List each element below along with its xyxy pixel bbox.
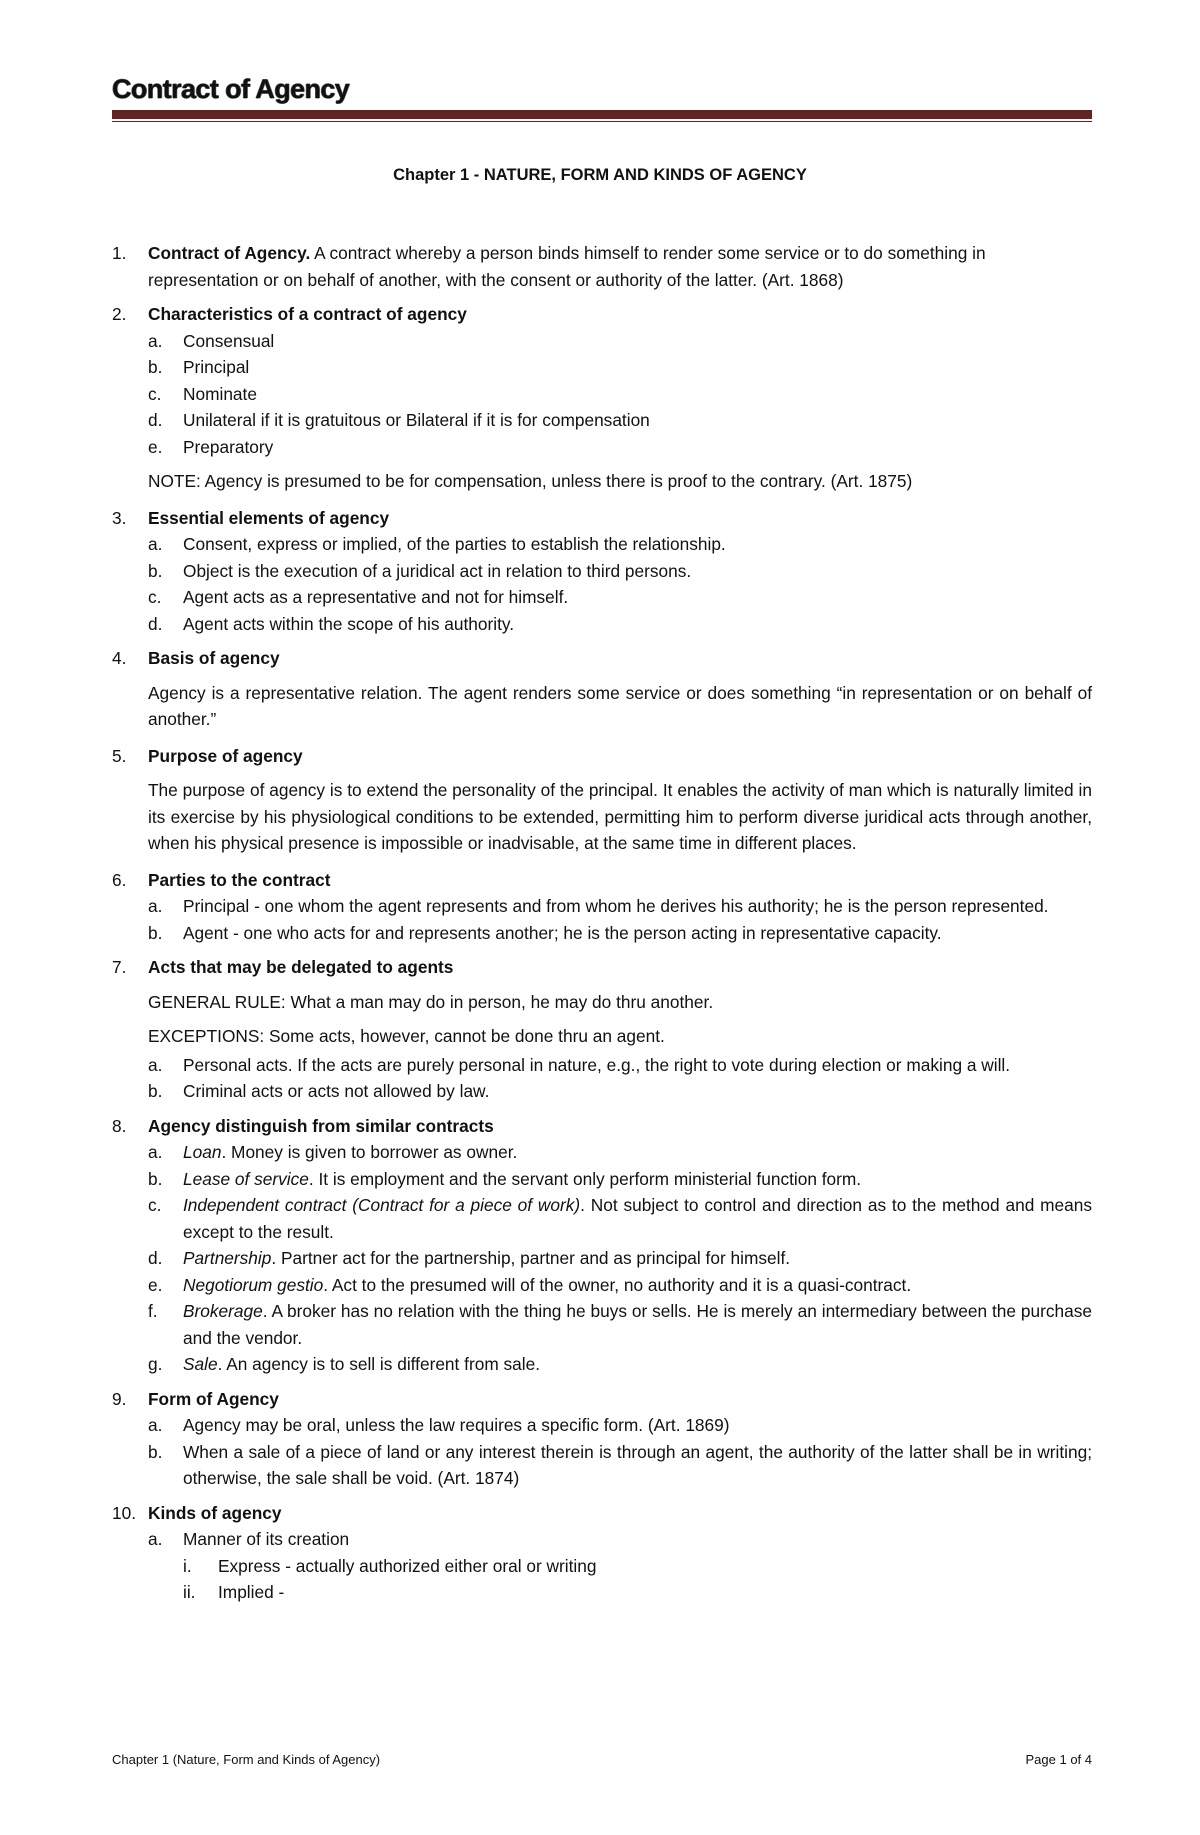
sub-item-term: Brokerage bbox=[183, 1301, 263, 1321]
sub-item-body bbox=[183, 354, 1092, 381]
sub-item-body bbox=[183, 1272, 1092, 1299]
sub-item bbox=[148, 1052, 1092, 1079]
sub-item bbox=[148, 1245, 1092, 1272]
item-body bbox=[148, 301, 1092, 497]
sub-item-letter: g. bbox=[148, 1354, 163, 1374]
sub-item bbox=[148, 328, 1092, 355]
sub-item-body bbox=[183, 1439, 1092, 1492]
item-body bbox=[148, 1113, 1092, 1378]
sub-item-letter: f. bbox=[148, 1301, 158, 1321]
sub-item-text: Agent acts within the scope of his authority. bbox=[183, 613, 515, 634]
sub-item-body bbox=[183, 1139, 1092, 1166]
list-item bbox=[112, 301, 1092, 497]
item-heading-line bbox=[148, 1113, 1092, 1140]
sub-item bbox=[148, 1351, 1092, 1378]
item-heading-line bbox=[148, 240, 1092, 293]
sub-item-body bbox=[183, 893, 1092, 920]
sub-item bbox=[148, 611, 1092, 638]
sub-item-body bbox=[183, 1526, 1092, 1553]
footer-chapter-label: Chapter 1 (Nature, Form and Kinds of Agency) bbox=[112, 1752, 381, 1767]
item-number: 2. bbox=[112, 304, 127, 324]
sub-item-letter: a. bbox=[148, 1415, 163, 1435]
sub-item bbox=[148, 893, 1092, 920]
list-item-row bbox=[112, 1386, 1092, 1492]
item-title: Form of Agency bbox=[148, 1388, 279, 1409]
sub-item bbox=[148, 584, 1092, 611]
sub-item-text: Agent - one who acts for and represents another; he is the person acting in representative capacity. bbox=[183, 922, 942, 943]
sub-item bbox=[148, 1139, 1092, 1166]
list-item-row bbox=[112, 505, 1092, 638]
exceptions-text: EXCEPTIONS: Some acts, however, cannot be done thru an agent. bbox=[148, 1026, 665, 1046]
sub-item-body bbox=[183, 1245, 1092, 1272]
sub-sub-item-text: Express - actually authorized either oral or writing bbox=[218, 1555, 597, 1576]
item-number: 7. bbox=[112, 957, 127, 977]
list-item-row bbox=[112, 743, 1092, 859]
sub-item-text: Consensual bbox=[183, 330, 275, 351]
sub-item-body bbox=[183, 1078, 1092, 1105]
sub-item-body bbox=[183, 584, 1092, 611]
item-body bbox=[148, 743, 1092, 859]
sub-item-body bbox=[183, 434, 1092, 461]
sub-item-text: Manner of its creation bbox=[183, 1529, 350, 1549]
item-text: A contract whereby a person binds himself to render some service or to do something in representation or on behalf of another, with the consent or authority of the latter. (Art. 1868) bbox=[148, 243, 986, 290]
sub-item-letter: a. bbox=[148, 534, 163, 554]
sub-item bbox=[148, 1298, 1092, 1351]
header-rule-thin bbox=[112, 121, 1092, 122]
sub-item-body bbox=[183, 1298, 1092, 1351]
sub-item-text: Preparatory bbox=[183, 436, 274, 457]
footer-page-number: Page 1 of 4 bbox=[1025, 1752, 1092, 1767]
list-item bbox=[112, 505, 1092, 638]
sub-item-letter: e. bbox=[148, 436, 163, 457]
item-number: 8. bbox=[112, 1115, 127, 1136]
item-body bbox=[148, 1500, 1092, 1606]
sub-item-body bbox=[183, 1351, 1092, 1378]
item-title: Characteristics of a contract of agency bbox=[148, 304, 467, 324]
sub-item-text: . A broker has no relation with the thing he buys or sells. He is merely an intermediary between the purchase and the vendor. bbox=[183, 1301, 1092, 1348]
list-item bbox=[112, 1113, 1092, 1378]
list-item-row bbox=[112, 240, 1092, 293]
list-item-row bbox=[112, 1500, 1092, 1606]
sub-item bbox=[148, 558, 1092, 585]
document-header-title: Contract of Agency bbox=[112, 74, 350, 104]
sub-item bbox=[148, 1078, 1092, 1105]
sub-item-text: Personal acts. If the acts are purely personal in nature, e.g., the right to vote during election or making a will. bbox=[183, 1054, 1011, 1075]
sub-item-letter: d. bbox=[148, 410, 163, 430]
sub-item-letter: b. bbox=[148, 357, 163, 377]
item-body bbox=[148, 645, 1092, 735]
sub-item-text: Principal - one whom the agent represents and from whom he derives his authority; he is the person represented. bbox=[183, 896, 1049, 916]
item-title: Basis of agency bbox=[148, 648, 280, 668]
sub-item-term: Lease of service bbox=[183, 1168, 309, 1189]
item-paragraph: Agency is a representative relation. The agent renders some service or does something “in representation or on behalf of another.” bbox=[148, 682, 1092, 729]
sub-item-letter: e. bbox=[148, 1274, 163, 1295]
list-item bbox=[112, 240, 1092, 293]
sub-item bbox=[148, 531, 1092, 558]
sub-item-letter: a. bbox=[148, 1142, 163, 1162]
sub-item bbox=[148, 381, 1092, 408]
sub-item-term: Independent contract (Contract for a piece of work) bbox=[183, 1195, 581, 1215]
list-item bbox=[112, 1500, 1092, 1606]
sub-item-body bbox=[183, 407, 1092, 434]
sub-item-term: Negotiorum gestio bbox=[183, 1274, 324, 1295]
item-heading-line bbox=[148, 645, 1092, 672]
sub-item-text: . Partner act for the partnership, partner and as principal for himself. bbox=[271, 1248, 791, 1268]
item-title: Acts that may be delegated to agents bbox=[148, 957, 454, 977]
item-body bbox=[148, 240, 1092, 293]
list-item-row bbox=[112, 301, 1092, 497]
sub-item bbox=[148, 407, 1092, 434]
sub-item-text: Agent acts as a representative and not for himself. bbox=[183, 587, 569, 607]
sub-item-body bbox=[183, 1412, 1092, 1439]
item-heading-line bbox=[148, 867, 1092, 894]
sub-sub-item bbox=[148, 1579, 1092, 1606]
sub-item bbox=[148, 1412, 1092, 1439]
item-title: Agency distinguish from similar contracts bbox=[148, 1115, 494, 1136]
sub-item-text: Criminal acts or acts not allowed by law. bbox=[183, 1081, 490, 1101]
item-heading-line bbox=[148, 301, 1092, 328]
item-number: 9. bbox=[112, 1388, 127, 1409]
sub-item bbox=[148, 354, 1092, 381]
item-number: 6. bbox=[112, 869, 127, 890]
sub-item-letter: d. bbox=[148, 613, 163, 634]
item-title: Parties to the contract bbox=[148, 869, 331, 890]
sub-item bbox=[148, 1192, 1092, 1245]
item-title: Contract of Agency. bbox=[148, 243, 311, 263]
item-number: 1. bbox=[112, 243, 127, 263]
item-title: Essential elements of agency bbox=[148, 507, 390, 528]
sub-item-letter: b. bbox=[148, 560, 163, 581]
list-item-row bbox=[112, 645, 1092, 735]
item-heading-line bbox=[148, 743, 1092, 770]
item-heading-line bbox=[148, 505, 1092, 532]
chapter-heading: Chapter 1 - NATURE, FORM AND KINDS OF AGENCY bbox=[393, 166, 807, 184]
sub-item-text: . An agency is to sell is different from sale. bbox=[217, 1354, 541, 1374]
sub-item-term: Sale bbox=[183, 1354, 218, 1374]
sub-sub-item-text: Implied - bbox=[218, 1582, 285, 1602]
list-item-row bbox=[112, 1113, 1092, 1378]
sub-item bbox=[148, 1166, 1092, 1193]
sub-item-body bbox=[183, 381, 1092, 408]
list-item bbox=[112, 1386, 1092, 1492]
sub-sub-item-numeral: ii. bbox=[183, 1582, 196, 1602]
sub-item-term: Partnership bbox=[183, 1248, 272, 1268]
item-number: 4. bbox=[112, 648, 127, 668]
item-number: 3. bbox=[112, 507, 127, 528]
sub-item-text: Consent, express or implied, of the parties to establish the relationship. bbox=[183, 534, 726, 554]
item-title: Purpose of agency bbox=[148, 745, 303, 766]
item-body bbox=[148, 505, 1092, 638]
sub-item-text: Unilateral if it is gratuitous or Bilateral if it is for compensation bbox=[183, 410, 650, 430]
list-item-row bbox=[112, 954, 1092, 1105]
sub-item-letter: d. bbox=[148, 1248, 163, 1268]
sub-item-letter: a. bbox=[148, 896, 163, 916]
list-item bbox=[112, 954, 1092, 1105]
sub-item-body bbox=[183, 611, 1092, 638]
sub-sub-item bbox=[148, 1553, 1092, 1580]
sub-item bbox=[148, 1526, 1092, 1553]
item-heading-line bbox=[148, 1500, 1092, 1527]
sub-item-text: . Not subject to control and direction as to the method and means except to the result. bbox=[183, 1195, 1092, 1242]
sub-item-text: When a sale of a piece of land or any interest therein is through an agent, the authority of the latter shall be in writing; otherwise, the sale shall be void. (Art. 1874) bbox=[183, 1441, 1092, 1488]
sub-item-body bbox=[183, 1052, 1092, 1079]
sub-item bbox=[148, 920, 1092, 947]
sub-item-body bbox=[183, 1192, 1092, 1245]
sub-item-text: Object is the execution of a juridical act in relation to third persons. bbox=[183, 560, 692, 581]
list-item bbox=[112, 743, 1092, 859]
sub-item-letter: a. bbox=[148, 1529, 163, 1549]
note-text: NOTE: Agency is presumed to be for compensation, unless there is proof to the contrary. (Art. 1875) bbox=[148, 471, 913, 491]
general-rule-text: GENERAL RULE: What a man may do in person, he may do thru another. bbox=[148, 991, 714, 1012]
list-item-row bbox=[112, 867, 1092, 947]
item-heading-line bbox=[148, 1386, 1092, 1413]
sub-item-letter: b. bbox=[148, 1441, 163, 1462]
sub-item-body bbox=[183, 328, 1092, 355]
document-body bbox=[112, 240, 1092, 1614]
item-heading-line bbox=[148, 954, 1092, 981]
sub-item-term: Loan bbox=[183, 1142, 222, 1162]
sub-item-text: . Act to the presumed will of the owner, no authority and it is a quasi-contract. bbox=[323, 1274, 912, 1295]
sub-item-letter: c. bbox=[148, 1195, 162, 1215]
item-body bbox=[148, 867, 1092, 947]
header-rule bbox=[112, 110, 1092, 119]
sub-item-letter: c. bbox=[148, 383, 162, 404]
sub-item-text: Nominate bbox=[183, 383, 257, 404]
sub-item-letter: a. bbox=[148, 1054, 163, 1075]
item-paragraph: The purpose of agency is to extend the personality of the principal. It enables the activity of man which is naturally limited in its exercise by his physiological conditions to be extended, permitting him to perform diverse juridical acts through another, when his physical presence is impossible or inadvisable, at the same time in different places. bbox=[148, 780, 1092, 853]
sub-sub-item-numeral: i. bbox=[183, 1555, 192, 1576]
sub-item bbox=[148, 1272, 1092, 1299]
sub-item-text: . It is employment and the servant only perform ministerial function form. bbox=[308, 1168, 862, 1189]
item-body bbox=[148, 1386, 1092, 1492]
sub-item-body bbox=[183, 558, 1092, 585]
sub-item-text: Principal bbox=[183, 357, 250, 377]
sub-item-text: . Money is given to borrower as owner. bbox=[221, 1142, 518, 1162]
sub-item-letter: b. bbox=[148, 1081, 163, 1101]
sub-item-body bbox=[183, 1166, 1092, 1193]
list-item bbox=[112, 867, 1092, 947]
sub-item-letter: a. bbox=[148, 330, 163, 351]
sub-item-letter: b. bbox=[148, 1168, 163, 1189]
sub-item-letter: b. bbox=[148, 922, 163, 943]
sub-item-body bbox=[183, 531, 1092, 558]
sub-item bbox=[148, 434, 1092, 461]
sub-item bbox=[148, 1439, 1092, 1492]
item-number: 5. bbox=[112, 745, 127, 766]
item-title: Kinds of agency bbox=[148, 1502, 282, 1523]
sub-item-letter: c. bbox=[148, 587, 162, 607]
sub-item-text: Agency may be oral, unless the law requires a specific form. (Art. 1869) bbox=[183, 1415, 730, 1435]
list-item bbox=[112, 645, 1092, 735]
item-number: 10. bbox=[112, 1502, 137, 1523]
item-body bbox=[148, 954, 1092, 1105]
sub-item-body bbox=[183, 920, 1092, 947]
